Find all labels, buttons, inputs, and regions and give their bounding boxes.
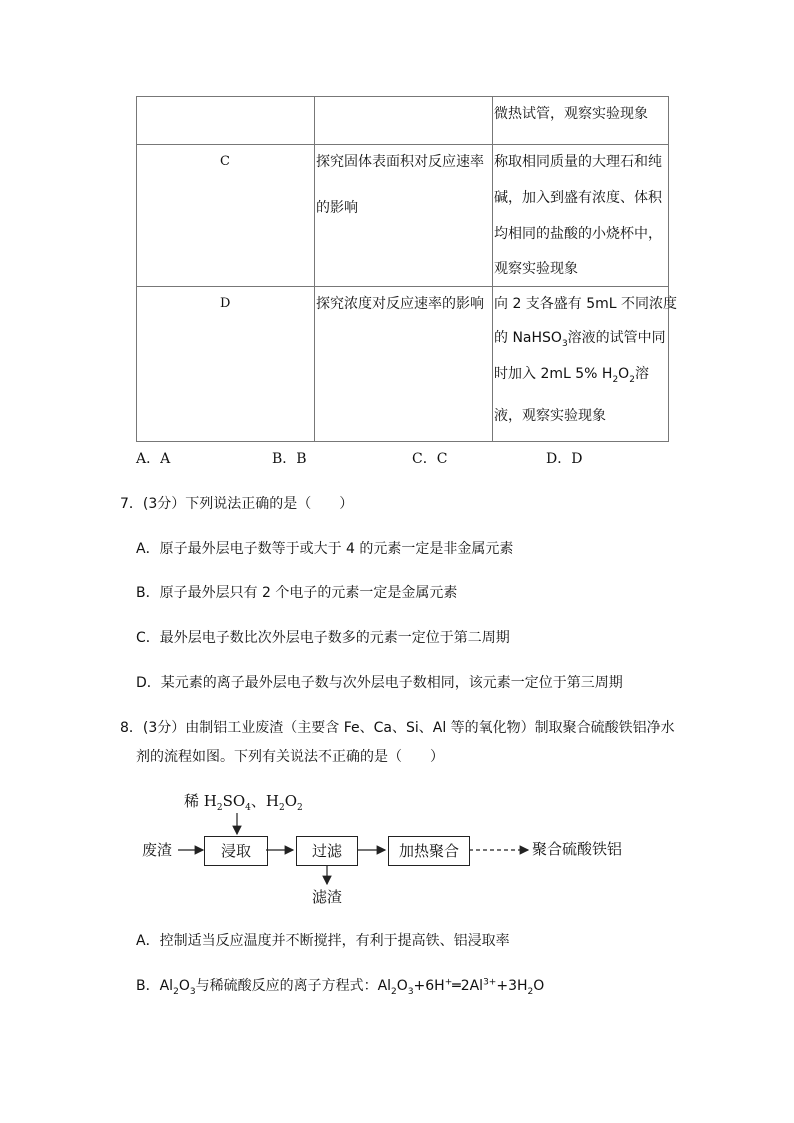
flow-step-filter: 过滤 bbox=[296, 836, 358, 866]
row-d-method-line3: 时加入 2mL 5% $H_2O_2$溶 bbox=[494, 366, 649, 385]
q7-choice-b: B．原子最外层只有 2 个电子的元素一定是金属元素 bbox=[136, 585, 458, 601]
flow-step-heat-polymerize: 加热聚合 bbox=[388, 836, 470, 866]
q6-option-a: A．A bbox=[136, 451, 171, 467]
row-d-option: D bbox=[220, 296, 231, 311]
row-d-purpose-line1: 探究浓度对反应速率的影响 bbox=[316, 296, 484, 312]
q6-option-d: D．D bbox=[546, 451, 583, 467]
row-d-method-line1: 向 2 支各盛有 5mL 不同浓度 bbox=[494, 296, 678, 312]
q7-choice-d: D．某元素的离子最外层电子数与次外层电子数相同，该元素一定位于第三周期 bbox=[136, 675, 623, 691]
row1-method-line1: 微热试管，观察实验现象 bbox=[494, 106, 648, 122]
row-c-purpose-line2: 的影响 bbox=[316, 200, 358, 216]
row-c-method-line2: 碱，加入到盛有浓度、体积 bbox=[494, 190, 662, 206]
row-d-method-line4: 液，观察实验现象 bbox=[494, 408, 606, 424]
flow-reagent-label: 稀 $H_2SO_4$、$H_2O_2$ bbox=[184, 792, 303, 813]
row-c-method-line4: 观察实验现象 bbox=[494, 261, 578, 277]
table-divider-1 bbox=[314, 96, 315, 442]
q8-choice-b: B．$Al_2O_3$与稀硫酸反应的离子方程式：$Al_2O_3+6H^+═2Al^{3+}+3H_2O$ bbox=[136, 977, 545, 997]
row-d-method-line2: 的 NaHSO$_3$溶液的试管中同 bbox=[494, 330, 666, 349]
row-c-purpose-line1: 探究固体表面积对反应速率 bbox=[316, 154, 484, 170]
flow-input-label: 废渣 bbox=[142, 841, 173, 859]
q7-choice-a: A．原子最外层电子数等于或大于 4 的元素一定是非金属元素 bbox=[136, 541, 514, 557]
q6-option-c: C．C bbox=[412, 451, 448, 467]
q8-stem-line1: 8．(3分）由制铝工业废渣（主要含 Fe、Ca、Si、Al 等的氧化物）制取聚合硫酸铁铝净水 bbox=[120, 720, 675, 736]
row-c-method-line1: 称取相同质量的大理石和纯 bbox=[494, 154, 662, 170]
flow-step-leach: 浸取 bbox=[204, 836, 268, 866]
q7-choice-c: C．最外层电子数比次外层电子数多的元素一定位于第二周期 bbox=[136, 630, 510, 646]
flow-output-label: 聚合硫酸铁铝 bbox=[532, 840, 623, 858]
process-flow-diagram bbox=[140, 786, 640, 916]
row-c-option: C bbox=[220, 154, 230, 169]
table-border-bottom bbox=[136, 441, 669, 442]
table-border-right bbox=[668, 96, 669, 442]
flow-residue-label: 滤渣 bbox=[312, 888, 343, 906]
q7-stem: 7．(3分）下列说法正确的是（ ） bbox=[120, 496, 354, 512]
q8-choice-a: A．控制适当反应温度并不断搅拌，有利于提高铁、铝浸取率 bbox=[136, 933, 510, 949]
q6-option-b: B．B bbox=[272, 451, 307, 467]
table-divider-2 bbox=[492, 96, 493, 442]
q8-stem-line2: 剂的流程如图。下列有关说法不正确的是（ ） bbox=[136, 749, 444, 765]
experiment-table bbox=[136, 96, 678, 442]
row-c-method-line3: 均相同的盐酸的小烧杯中， bbox=[494, 226, 662, 242]
table-border-left bbox=[136, 96, 137, 442]
